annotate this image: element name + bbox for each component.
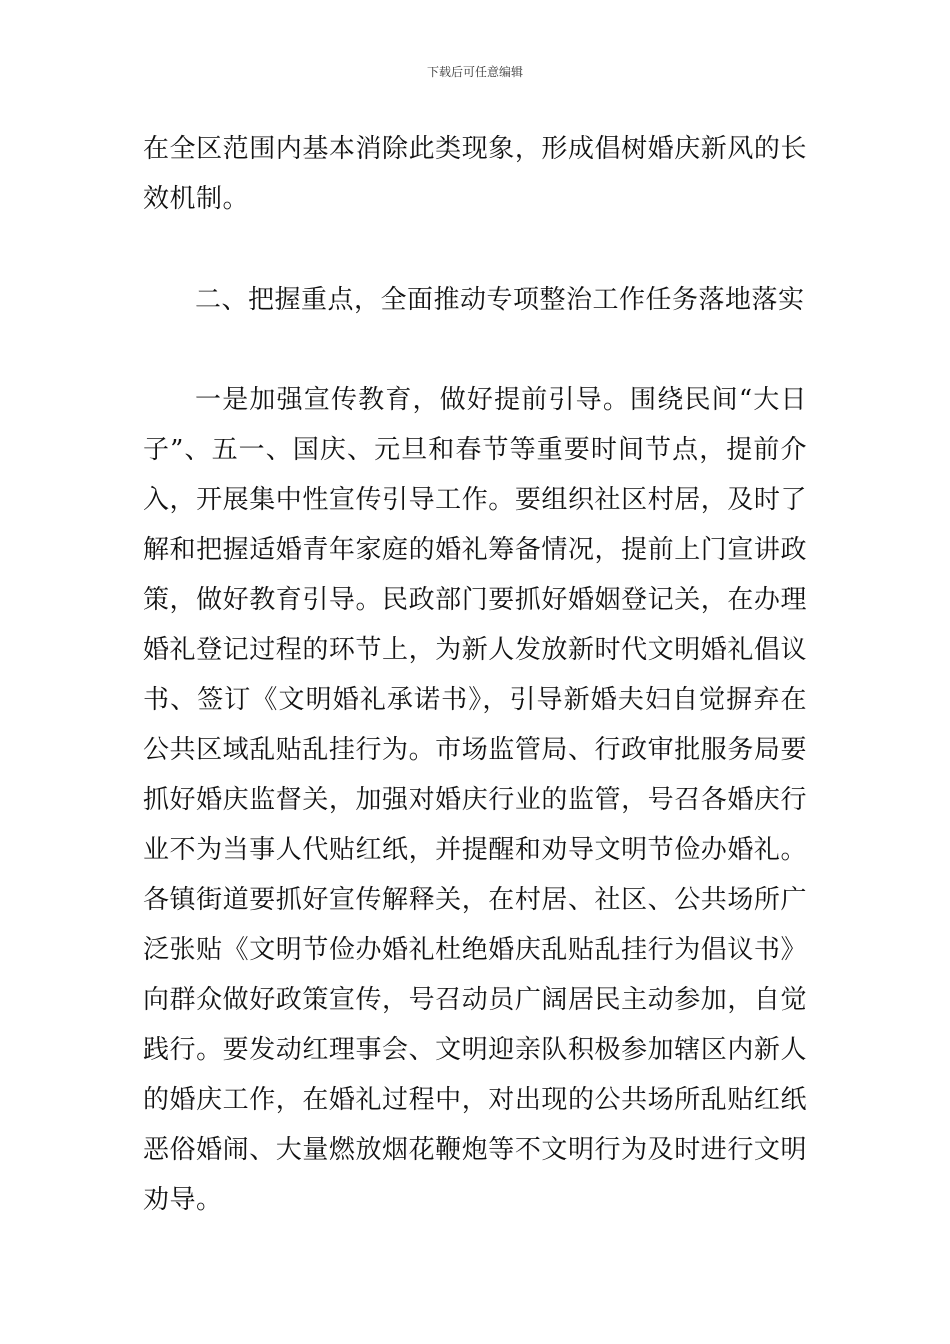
paragraph-continuation: 在全区范围内基本消除此类现象，形成倡树婚庆新风的长效机制。 — [143, 134, 807, 214]
section-heading: 二、把握重点，全面推动专项整治工作任务落地落实 — [195, 285, 805, 315]
page-header-note: 下载后可任意编辑 — [426, 65, 523, 79]
paragraph-publicity-education: 一是加强宣传教育，做好提前引导。围绕民间“大日子”、五一、国庆、元旦和春节等重要时间节点，提前介入，开展集中性宣传引导工作。要组织社区村居，及时了解和把握适婚青年家庭的婚礼筹备情况，提前上门宣讲政策，做好教育引导。民政部门要抓好婚姻登记关，在办理婚礼登记过程的环节上，为新人发放新时代文明婚礼倡议书、签订《文明婚礼承诺书》，引导新婚夫妇自觉摒弃在公共区域乱贴乱挂行为。市场监管局、行政审批服务局要抓好婚庆监督关，加强对婚庆行业的监管，号召各婚庆行业不为当事人代贴红纸，并提醒和劝导文明节俭办婚礼。各镇街道要抓好宣传解释关，在村居、社区、公共场所广泛张贴《文明节俭办婚礼杜绝婚庆乱贴乱挂行为倡议书》向群众做好政策宣传，号召动员广阔居民主动参加，自觉践行。要发动红理事会、文明迎亲队积极参加辖区内新人的婚庆工作，在婚礼过程中，对出现的公共场所乱贴红纸恶俗婚闹、大量燃放烟花鞭炮等不文明行为及时进行文明劝导。 — [143, 385, 807, 1215]
